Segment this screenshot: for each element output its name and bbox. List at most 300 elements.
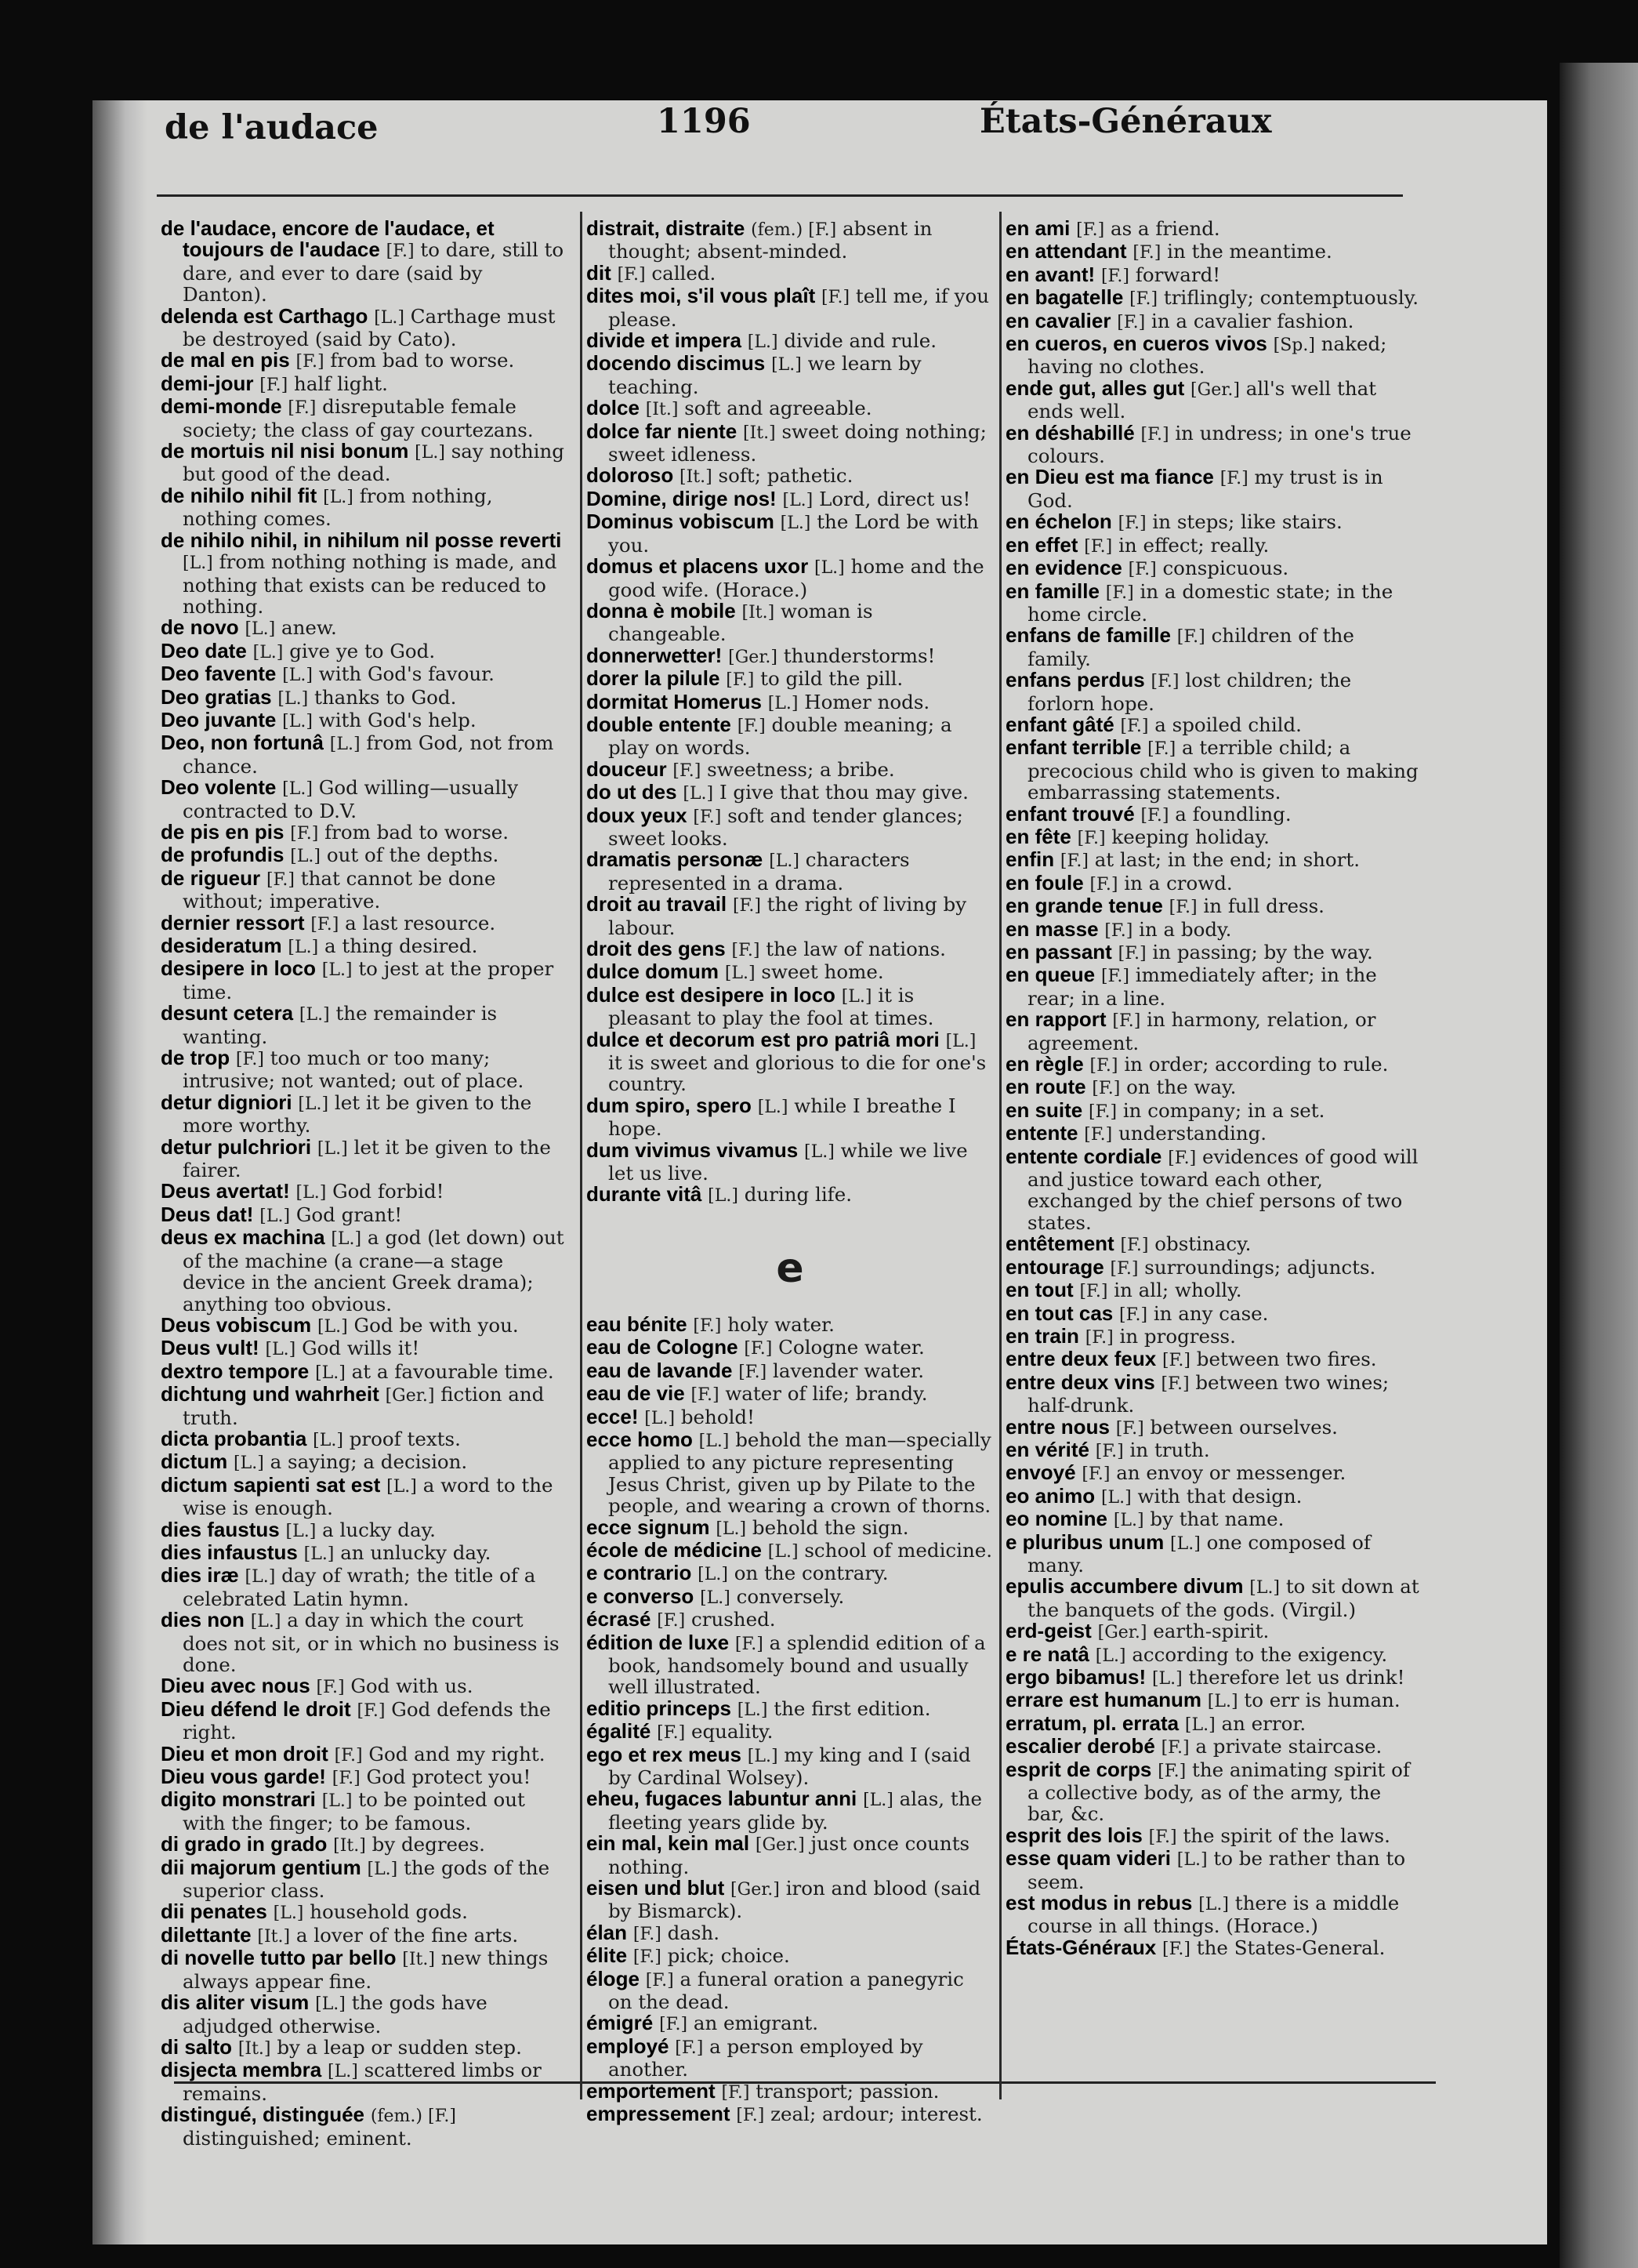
dictionary-entry (1006, 1009, 1421, 1054)
entry-headword: Dieu défend le droit (161, 1696, 351, 1721)
entry-definition: the law of nations. (766, 938, 946, 960)
dictionary-entry (161, 1003, 568, 1047)
entry-headword: desunt cetera (161, 1001, 294, 1025)
dictionary-entry (1006, 1892, 1421, 1937)
entry-language: [F.] (295, 352, 324, 372)
entry-definition: as a friend. (1110, 217, 1220, 240)
entry-definition: one composed of many. (1027, 1530, 1371, 1577)
entry-language: [L.] (767, 693, 799, 713)
dictionary-entry (586, 782, 994, 804)
entry-language: [F.] (1092, 1079, 1121, 1099)
entry-language: [F.] (1095, 1441, 1124, 1461)
entry-language: [L.] (1113, 1511, 1144, 1531)
entry-language: [It.] (257, 1926, 291, 1947)
entry-language: [L.] (250, 1612, 281, 1632)
entry-language: [L.] (323, 487, 353, 507)
entry-language: [Ger.] (730, 1880, 780, 1900)
entry-definition: while we live let us live. (608, 1138, 968, 1185)
entry-headword: desipere in loco (161, 956, 316, 981)
entry-headword: Deus vult! (161, 1336, 259, 1360)
entry-headword: de novo (161, 615, 239, 640)
entry-language: [F.] (1120, 1236, 1149, 1256)
dictionary-entry (1006, 218, 1421, 241)
entry-headword: en suite (1006, 1098, 1083, 1122)
dictionary-entry (586, 1966, 994, 2014)
entry-language: (fem.) [F.] (751, 220, 837, 240)
dictionary-entry (1006, 895, 1421, 918)
entry-headword: élite (586, 1943, 628, 1968)
entry-headword: en fête (1006, 824, 1071, 848)
entry-language: [F.] (334, 1745, 363, 1765)
entry-language: [L.] (265, 1340, 296, 1360)
entry-headword: double entente (586, 712, 731, 736)
dictionary-entry (586, 1833, 994, 1878)
entry-headword: Deo gratias (161, 684, 272, 709)
entry-headword: dies infaustus (161, 1540, 298, 1564)
entry-definition: in effect; really. (1118, 533, 1270, 557)
entry-definition: transport; passion. (756, 2079, 940, 2103)
entry-definition: let it be given to the fairer. (183, 1135, 551, 1182)
dictionary-entry (1006, 1414, 1421, 1439)
dictionary-entry (1006, 1279, 1421, 1302)
entry-definition: from nothing nothing is made, and nothing that exists can be reduced to nothing. (183, 550, 557, 618)
dictionary-entry (161, 1519, 568, 1542)
entry-headword: eau bénite (586, 1312, 687, 1336)
entry-headword: en grande tenue (1006, 894, 1163, 918)
entry-language: [L.] (273, 1903, 304, 1924)
entry-language: [Ger.] (1097, 1623, 1147, 1643)
dictionary-entry (1006, 1254, 1421, 1279)
dictionary-entry (1006, 1667, 1421, 1689)
dictionary-entry (161, 663, 568, 686)
entry-headword: dulce est desipere in loco (586, 982, 835, 1007)
entry-definition: day of wrath; the title of a celebrated Latin hymn. (183, 1564, 536, 1610)
entry-definition: it is sweet and glorious to die for one's country. (608, 1051, 987, 1096)
dictionary-entry (1006, 849, 1421, 872)
entry-headword: dramatis personæ (586, 847, 763, 872)
dictionary-entry (161, 1834, 568, 1856)
entry-definition: disreputable female society; the class of gay courtezans. (183, 395, 534, 441)
entry-headword: en avant! (1006, 262, 1096, 286)
entry-definition: the gods have adjudged otherwise. (183, 1991, 487, 2038)
dictionary-entry (586, 894, 994, 938)
entry-headword: enfant gâté (1006, 712, 1114, 736)
entry-headword: Dieu avec nous (161, 1674, 310, 1698)
entry-definition: in order; according to rule. (1124, 1053, 1389, 1076)
entry-language: [Ger.] (1190, 379, 1240, 400)
entry-definition: to dare, still to dare, and ever to dare (said by Danton). (183, 238, 564, 307)
dictionary-entry (1006, 1644, 1421, 1667)
entry-language: [L.] (1095, 1646, 1126, 1666)
entry-headword: en foule (1006, 870, 1084, 894)
entry-headword: Deo favente (161, 662, 277, 686)
entry-language: [F.] (617, 264, 646, 285)
entry-definition: in full dress. (1203, 894, 1325, 918)
entry-language: [F.] (1110, 1258, 1139, 1279)
entry-headword: ergo bibamus! (1006, 1665, 1147, 1689)
dictionary-entry (586, 1406, 994, 1429)
entry-definition: behold the sign. (752, 1515, 909, 1539)
entry-definition: conspicuous. (1162, 557, 1289, 580)
entry-headword: detur pulchriori (161, 1134, 312, 1159)
entry-headword: école de médicine (586, 1537, 762, 1562)
entry-language: [F.] (1082, 1464, 1111, 1485)
dictionary-entry (1006, 1713, 1421, 1736)
entry-definition: God and my right. (368, 1742, 545, 1765)
entry-definition: with that design. (1137, 1484, 1303, 1508)
entry-headword: editio princeps (586, 1696, 731, 1720)
entry-headword: États-Généraux (1006, 1935, 1157, 1959)
entry-definition: Cologne water. (778, 1336, 925, 1359)
entry-headword: dii majorum gentium (161, 1855, 361, 1879)
dictionary-entry (586, 1609, 994, 1631)
entry-headword: en queue (1006, 963, 1096, 987)
entry-headword: escalier derobé (1006, 1734, 1155, 1758)
entry-language: [F.] (1129, 289, 1158, 310)
entry-headword: de mal en pis (161, 348, 290, 372)
dictionary-entry (586, 465, 994, 488)
dictionary-entry (161, 1922, 568, 1947)
dictionary-entry (1006, 378, 1421, 423)
entry-language: [L.] (298, 1094, 329, 1114)
entry-headword: ende gut, alles gut (1006, 376, 1185, 400)
entry-definition: crushed. (691, 1608, 776, 1631)
entry-headword: égalité (586, 1719, 651, 1744)
entry-language: [F.] (1089, 874, 1118, 894)
entry-headword: donnerwetter! (586, 643, 723, 667)
entry-definition: between two wines; half-drunk. (1027, 1370, 1390, 1417)
entry-language: [F.] (737, 716, 766, 736)
dictionary-entry (161, 1337, 568, 1360)
section-letter-heading: e (776, 1244, 804, 1292)
dictionary-entry (161, 2034, 568, 2059)
entry-definition: to err is human. (1244, 1689, 1401, 1712)
entry-definition: distinguished; eminent. (183, 2126, 412, 2150)
entry-headword: en vérité (1006, 1437, 1089, 1461)
entry-definition: all's well that ends well. (1027, 376, 1377, 423)
dictionary-entry (161, 910, 568, 935)
entry-language: [L.] (747, 1746, 778, 1766)
entry-language: [F.] (734, 1634, 763, 1654)
entry-definition: in harmony, relation, or agreement. (1027, 1008, 1376, 1054)
entry-definition: the Lord be with you. (608, 510, 979, 557)
dictionary-entry (586, 1314, 994, 1337)
dictionary-entry (586, 2036, 994, 2081)
entry-definition: let it be given to the more worthy. (183, 1090, 532, 1138)
dictionary-entry (586, 2103, 994, 2126)
entry-language: [L.] (804, 1141, 835, 1162)
dictionary-entry (586, 1383, 994, 1406)
entry-language: [L.] (234, 1453, 264, 1474)
entry-definition: tell me, if you please. (608, 285, 990, 331)
dictionary-entry (1006, 1233, 1421, 1256)
entry-language: [F.] (645, 1970, 674, 1990)
entry-language: [F.] (738, 1362, 767, 1382)
entry-definition: in a crowd. (1124, 871, 1233, 894)
entry-definition: the right of living by labour. (608, 893, 967, 939)
entry-definition: a last resource. (345, 911, 496, 934)
dictionary-entry (586, 1429, 994, 1517)
entry-definition: God be with you. (353, 1313, 519, 1337)
dictionary-entry (586, 1632, 994, 1698)
entry-headword: digito monstrari (161, 1787, 316, 1812)
dictionary-entry (1006, 1146, 1421, 1234)
entry-headword: entre deux vins (1006, 1370, 1155, 1394)
entry-language: [It.] (402, 1950, 435, 1970)
entry-language: [L.] (644, 1408, 676, 1428)
dictionary-entry (1006, 1439, 1421, 1462)
entry-headword: Dieu vous garde! (161, 1765, 326, 1789)
entry-language: [L.] (757, 1097, 788, 1117)
entry-headword: enfans de famille (1006, 623, 1171, 648)
dictionary-entry (586, 1337, 994, 1359)
entry-headword: de trop (161, 1046, 230, 1070)
entry-headword: eau de Cologne (586, 1335, 738, 1359)
entry-headword: en cavalier (1006, 308, 1111, 332)
entry-headword: en bagatelle (1006, 285, 1124, 310)
entry-headword: en train (1006, 1323, 1079, 1348)
entry-definition: thanks to God. (313, 685, 457, 709)
entry-headword: dernier ressort (161, 910, 305, 934)
entry-definition: water of life; brandy. (725, 1382, 928, 1406)
dictionary-entry (161, 1227, 568, 1315)
entry-definition: earth-spirit. (1153, 1620, 1270, 1643)
dictionary-entry (586, 714, 994, 759)
entry-definition: the remainder is wanting. (183, 1002, 498, 1048)
entry-definition: behold! (680, 1405, 755, 1428)
page-number: 1196 (657, 102, 751, 141)
entry-headword: douceur (586, 757, 667, 781)
entry-language: [L.] (313, 1430, 343, 1450)
entry-definition: in undress; in one's true colours. (1027, 421, 1412, 468)
entry-language: [F.] (1119, 1305, 1148, 1325)
entry-headword: ecce! (586, 1404, 639, 1428)
dictionary-entry (161, 441, 568, 485)
entry-definition: God forbid! (332, 1180, 444, 1203)
entry-language: [F.] (1161, 1939, 1190, 1959)
entry-definition: proof texts. (349, 1427, 461, 1450)
entry-language: [L.] (183, 553, 213, 574)
entry-language: [F.] (1128, 560, 1157, 580)
entry-headword: emportement (586, 2078, 716, 2103)
entry-headword: employé (586, 2034, 669, 2058)
entry-definition: in truth. (1129, 1438, 1210, 1461)
entry-language: [F.] (332, 1769, 361, 1789)
dictionary-entry (161, 1428, 568, 1451)
entry-language: [L.] (747, 332, 778, 353)
dictionary-entry (1006, 625, 1421, 670)
entry-language: [L.] (683, 784, 714, 804)
entry-headword: esprit de corps (1006, 1757, 1152, 1781)
header-rule (157, 194, 1403, 197)
entry-headword: de profundis (161, 843, 284, 867)
entry-language: [L.] (282, 711, 313, 731)
entry-language: [F.] (732, 896, 761, 916)
entry-definition: to gild the pill. (760, 667, 904, 691)
entry-language: [F.] (675, 2038, 704, 2058)
entry-headword: e re natâ (1006, 1642, 1089, 1666)
entry-headword: dis aliter visum (161, 1990, 310, 2015)
entry-definition: to be rather than to seem. (1027, 1847, 1406, 1893)
entry-definition: a god (let down) out of the machine (a crane—a stage device in the ancient Greek drama); anything too obvious. (183, 1226, 564, 1315)
entry-headword: epulis accumbere divum (1006, 1574, 1244, 1598)
dictionary-entry (161, 1384, 568, 1428)
entry-language: [F.] (266, 869, 295, 890)
entry-headword: de nihilo nihil, in nihilum nil posse reverti (161, 528, 562, 552)
entry-definition: an envoy or messenger. (1116, 1461, 1346, 1485)
entry-definition: obstinacy. (1154, 1232, 1252, 1256)
entry-definition: surroundings; adjuncts. (1144, 1255, 1376, 1279)
entry-definition: soft and agreeable. (684, 397, 872, 420)
entry-language: [L.] (299, 1005, 330, 1025)
entry-language: [F.] (1100, 266, 1129, 286)
entry-headword: durante vitâ (586, 1182, 702, 1207)
entry-language: [F.] (657, 1723, 686, 1744)
entry-definition: a day in which the court does not sit, or in which no business is done. (183, 1609, 560, 1676)
dictionary-entry (586, 1184, 994, 1207)
entry-definition: at a favourable time. (351, 1359, 554, 1383)
entry-definition: say nothing but good of the dead. (183, 440, 564, 486)
entry-headword: entêtement (1006, 1232, 1114, 1256)
entry-language: [F.] (1105, 582, 1134, 603)
entry-headword: en tout cas (1006, 1301, 1114, 1325)
entry-definition: on the contrary. (734, 1562, 889, 1585)
entry-headword: empressement (586, 2102, 730, 2126)
dictionary-entry (161, 1696, 568, 1744)
entry-definition: understanding. (1118, 1122, 1267, 1145)
entry-definition: in all; wholly. (1114, 1279, 1242, 1302)
entry-definition: from nothing, nothing comes. (183, 484, 493, 531)
entry-headword: dit (586, 260, 611, 285)
dictionary-entry (586, 511, 994, 556)
entry-language: [L.] (708, 1186, 738, 1207)
entry-headword: ego et rex meus (586, 1742, 741, 1766)
entry-definition: a foundling. (1175, 802, 1292, 826)
entry-definition: that cannot be done without; imperative. (183, 866, 496, 913)
entry-headword: en tout (1006, 1278, 1074, 1302)
entry-definition: a spoiled child. (1154, 713, 1302, 736)
entry-language: [F.] (693, 807, 722, 827)
entry-language: [F.] (235, 1050, 264, 1070)
entry-language: [L.] (698, 1565, 728, 1585)
dictionary-entry (161, 1361, 568, 1384)
entry-definition: in steps; like stairs. (1152, 510, 1343, 534)
dictionary-entry (586, 849, 994, 894)
dictionary-entry (586, 1586, 994, 1609)
dictionary-entry (1006, 1054, 1421, 1076)
entry-headword: disjecta membra (161, 2058, 322, 2082)
entry-language: [F.] (1089, 1101, 1118, 1122)
dictionary-entry (1006, 1076, 1421, 1099)
entry-definition: in passing; by the way. (1152, 941, 1373, 963)
entry-headword: ecce homo (586, 1427, 693, 1451)
entry-definition: between ourselves. (1150, 1415, 1338, 1439)
entry-headword: est modus in rebus (1006, 1891, 1193, 1915)
entry-language: [L.] (814, 558, 845, 579)
entry-definition: from God, not from chance. (183, 731, 554, 778)
entry-definition: triflingly; contemptuously. (1163, 286, 1419, 310)
entry-definition: immediately after; in the rear; in a line. (1027, 963, 1377, 1010)
entry-headword: en rapport (1006, 1007, 1107, 1032)
entry-headword: detur digniori (161, 1090, 292, 1114)
entry-definition: during life. (744, 1183, 853, 1207)
entry-definition: just once counts nothing. (608, 1832, 970, 1878)
dictionary-entry (586, 2012, 994, 2035)
entry-headword: écrasé (586, 1607, 651, 1631)
entry-language: [F.] (1079, 1282, 1108, 1302)
entry-headword: dictum (161, 1450, 228, 1474)
entry-headword: en famille (1006, 579, 1100, 603)
dictionary-entry (161, 350, 568, 372)
entry-language: [L.] (863, 1791, 893, 1811)
entry-headword: enfin (1006, 847, 1055, 872)
entry-headword: donna è mobile (586, 598, 736, 622)
entry-headword: Deus vobiscum (161, 1312, 312, 1337)
dictionary-entry (586, 598, 994, 646)
entry-headword: dictum sapienti sat est (161, 1472, 381, 1497)
dictionary-entry (1006, 1736, 1421, 1758)
entry-headword: dii penates (161, 1900, 267, 1924)
entry-language: [F.] (1060, 851, 1089, 872)
entry-headword: ecce signum (586, 1515, 710, 1539)
entry-definition: God willing—usually contracted to D.V. (183, 776, 519, 822)
entry-language: [F.] (1077, 828, 1106, 848)
entry-language: [It.] (237, 2038, 271, 2059)
dictionary-entry (161, 1047, 568, 1092)
dictionary-entry (586, 260, 994, 285)
entry-definition: therefore let us drink! (1188, 1666, 1405, 1689)
dictionary-entry (161, 1565, 568, 1609)
dictionary-entry (161, 1204, 568, 1227)
entry-language: [F.] (1084, 536, 1113, 557)
entry-language: [L.] (769, 851, 799, 872)
entry-language: [F.] (288, 398, 317, 419)
dictionary-entry (161, 1542, 568, 1565)
entry-language: [L.] (295, 1183, 327, 1203)
entry-definition: children of the family. (1027, 624, 1354, 670)
entry-definition: equality. (690, 1720, 774, 1744)
entry-language: [F.] (1147, 739, 1176, 760)
entry-definition: new things always appear fine. (183, 1947, 549, 1993)
entry-headword: en échelon (1006, 510, 1112, 534)
dictionary-entry (1006, 287, 1421, 310)
entry-definition: the gods of the superior class. (183, 1856, 550, 1903)
dictionary-entry (586, 982, 994, 1030)
entry-headword: Deus dat! (161, 1202, 254, 1226)
entry-definition: by degrees. (371, 1833, 485, 1856)
dictionary-entry (1006, 1100, 1421, 1123)
entry-language: [F.] (1158, 1761, 1187, 1781)
entry-language: [L.] (1198, 1895, 1229, 1915)
entry-language: [L.] (321, 960, 353, 981)
entry-language: [It.] (741, 602, 775, 622)
dictionary-entry (161, 958, 568, 1003)
entry-language: [It.] (645, 400, 679, 420)
entry-language: [L.] (328, 2062, 358, 2082)
entry-definition: sweetness; a bribe. (707, 757, 895, 781)
entry-headword: dicta probantia (161, 1426, 307, 1450)
entry-definition: school of medicine. (804, 1538, 993, 1562)
dictionary-entry (1006, 1348, 1421, 1371)
entry-headword: dum vivimus vivamus (586, 1138, 799, 1162)
entry-language: (fem.) [F.] (370, 2107, 456, 2127)
entry-language: [L.] (317, 1138, 348, 1159)
entry-headword: Dieu et mon droit (161, 1741, 328, 1765)
dictionary-entry (586, 1537, 994, 1562)
entry-definition: God protect you! (366, 1765, 531, 1789)
entry-language: [F.] (1084, 1125, 1113, 1145)
dictionary-entry (161, 865, 568, 913)
